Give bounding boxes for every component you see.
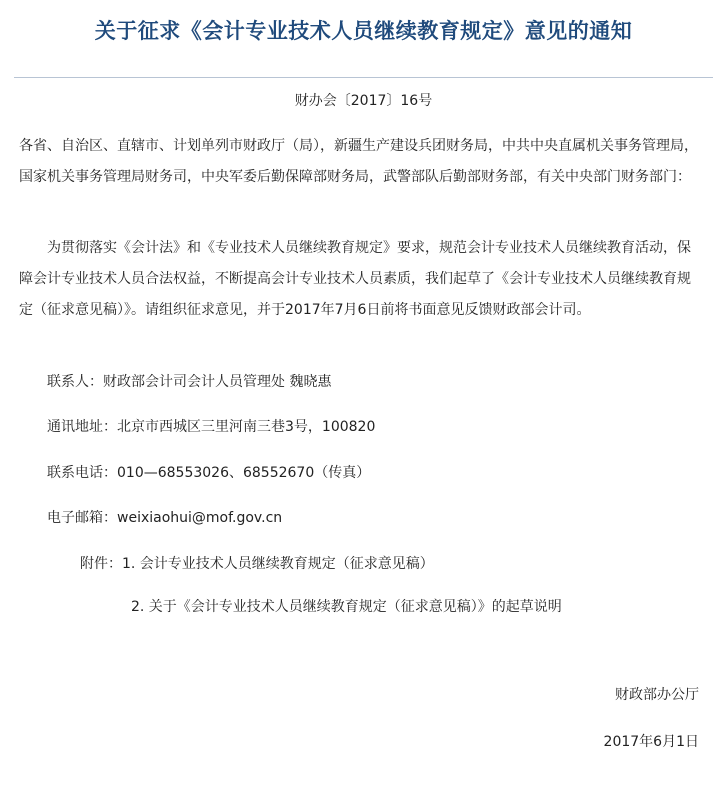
signature-date: 2017年6月1日 — [603, 734, 699, 750]
document-number: 财办会〔2017〕16号 — [294, 93, 433, 109]
phone-line — [47, 463, 370, 483]
contact-person-value: 财政部会计司会计人员管理处 魏晓惠 — [103, 374, 332, 390]
address-value: 北京市西城区三里河南三巷3号，100820 — [117, 419, 376, 435]
attachment-line-2 — [131, 597, 562, 617]
title-divider — [14, 77, 713, 78]
email-line — [47, 508, 282, 528]
attachment-item[interactable]: 1. 会计专业技术人员继续教育规定（征求意见稿） — [122, 556, 434, 572]
phone-label: 联系电话： — [47, 465, 117, 481]
attachments-label: 附件： — [80, 556, 122, 572]
email-label: 电子邮箱： — [47, 510, 117, 526]
phone-value: 010—68553026、68552670（传真） — [117, 465, 371, 481]
email-value: weixiaohui@mof.gov.cn — [117, 510, 283, 526]
address-label: 通讯地址： — [47, 419, 117, 435]
main-paragraph: 为贯彻落实《会计法》和《专业技术人员继续教育规定》要求，规范会计专业技术人员继续教育活动，保障会计专业技术人员合法权益，不断提高会计专业技术人员素质，我们起草了《会计专业技术人员继续教育规定（征求意见稿）》。请组织征求意见，并于2017年7月6日前将书面意见反馈财政部会计司。 — [19, 240, 691, 318]
contact-person-line — [47, 372, 331, 392]
recipients-paragraph: 各省、自治区、直辖市、计划单列市财政厅（局），新疆生产建设兵团财务局，中共中央直属机关事务管理局，国家机关事务管理局财务司，中央军委后勤保障部财务局，武警部队后勤部财务部，有关中央部门财务部门： — [19, 138, 698, 185]
signature-organization: 财政部办公厅 — [615, 687, 699, 703]
attachment-line-1 — [80, 554, 434, 574]
attachment-item[interactable]: 2. 关于《会计专业技术人员继续教育规定（征求意见稿）》的起草说明 — [131, 599, 562, 615]
address-line — [47, 417, 375, 437]
notice-title: 关于征求《会计专业技术人员继续教育规定》意见的通知 — [94, 18, 633, 43]
contact-person-label: 联系人： — [47, 374, 103, 390]
